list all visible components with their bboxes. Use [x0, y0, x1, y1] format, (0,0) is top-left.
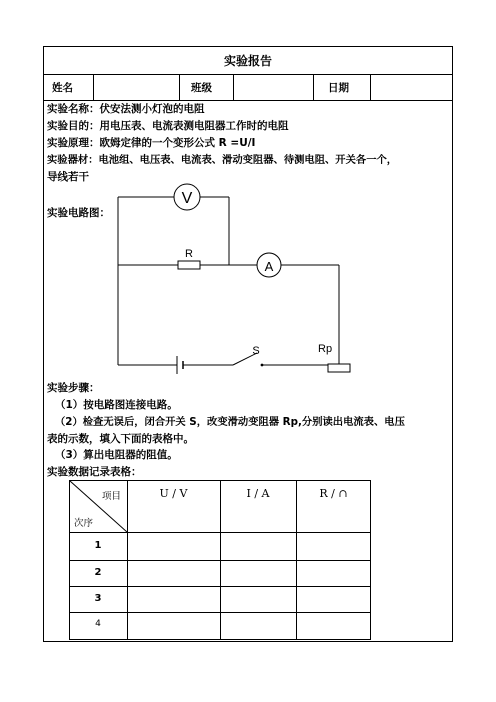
data-cell[interactable] — [297, 587, 370, 611]
experiment-equipment: 实验器材：电池组、电压表、电流表、滑动变阻器、待测电阻、开关各一个， — [47, 154, 398, 166]
rheostat-symbol — [328, 364, 350, 372]
data-cell[interactable] — [297, 613, 370, 639]
rheostat-label: Rp — [318, 343, 333, 355]
row-number-1: 1 — [94, 540, 102, 551]
experiment-equipment-cont: 导线若干 — [47, 171, 89, 183]
switch-label: S — [252, 345, 260, 357]
data-cell[interactable] — [221, 561, 295, 585]
report-title: 实验报告 — [223, 54, 272, 68]
ammeter-label: A — [264, 259, 274, 274]
table-caption: 实验数据记录表格： — [47, 466, 142, 478]
row-number-3: 3 — [94, 593, 102, 604]
date-label: 日期 — [328, 82, 349, 94]
data-cell[interactable] — [297, 533, 370, 559]
resistor-label: R — [185, 248, 193, 260]
data-cell[interactable] — [128, 533, 219, 559]
data-cell[interactable] — [128, 561, 219, 585]
circuit-label: 实验电路图： — [47, 207, 110, 219]
data-cell[interactable] — [221, 533, 295, 559]
data-cell[interactable] — [221, 613, 295, 639]
data-cell[interactable] — [221, 587, 295, 611]
experiment-principle: 实验原理：欧姆定律的一个变形公式 R =U/I — [47, 137, 256, 149]
column-header-resistance: R / ∩ — [319, 487, 348, 500]
resistor-symbol — [178, 261, 200, 269]
column-header-current: I / A — [246, 487, 270, 500]
step-1: （1）按电路图连接电路。 — [55, 399, 178, 411]
column-header-voltage: U / V — [159, 487, 188, 500]
data-cell[interactable] — [297, 561, 370, 585]
steps-heading: 实验步骤： — [47, 382, 100, 394]
voltmeter-label: V — [181, 190, 193, 207]
row-number-4: 4 — [95, 619, 101, 629]
data-cell[interactable] — [128, 613, 219, 639]
class-label: 班级 — [191, 82, 212, 94]
data-cell[interactable] — [128, 587, 219, 611]
corner-bottom-label: 次序 — [74, 518, 94, 529]
switch-contact — [261, 364, 264, 367]
name-label: 姓名 — [52, 82, 73, 94]
corner-top-label: 项目 — [102, 491, 122, 502]
step-2: （2）检查无误后，闭合开关 S，改变滑动变阻器 Rp,分别读出电流表、电压 — [55, 416, 405, 428]
row-number-2: 2 — [94, 567, 102, 578]
step-3: （3）算出电阻器的阻值。 — [55, 449, 178, 461]
experiment-purpose: 实验目的：用电压表、电流表测电阻器工作时的电阻 — [47, 120, 289, 132]
step-2-cont: 表的示数，填入下面的表格中。 — [47, 433, 194, 445]
experiment-name: 实验名称：伏安法测小灯泡的电阻 — [47, 103, 205, 115]
